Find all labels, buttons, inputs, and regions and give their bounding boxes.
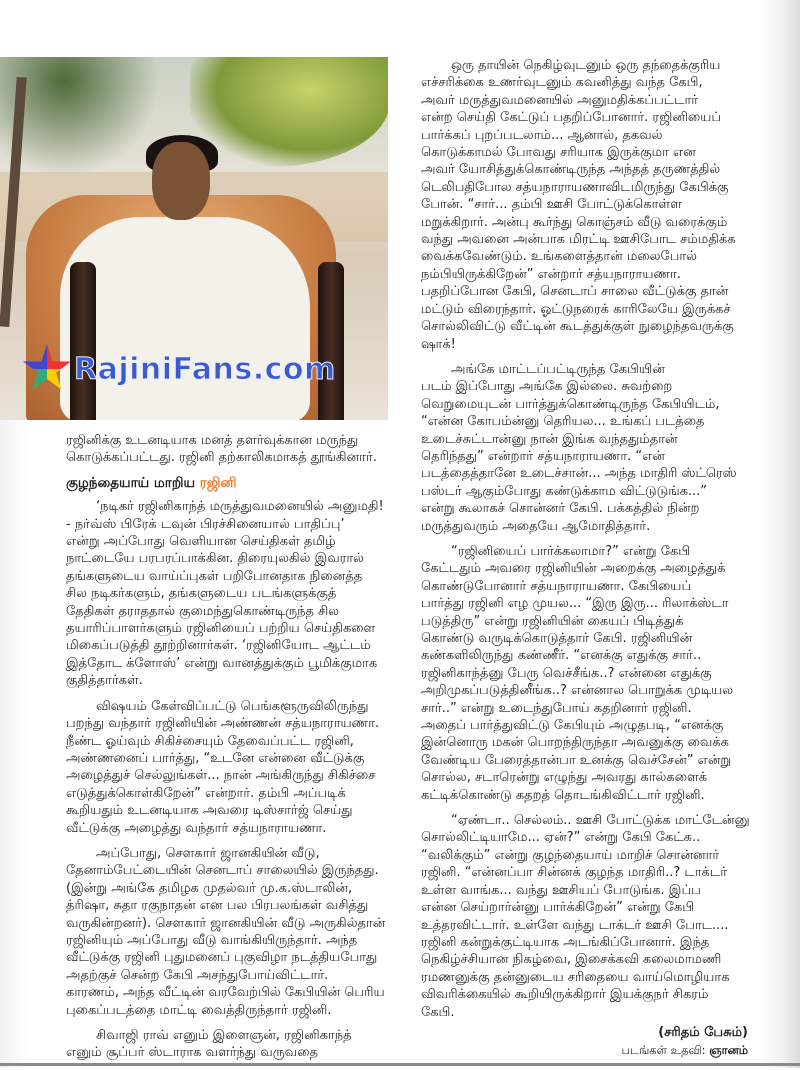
text-line: - நர்வ்ஸ் பிரேக் டவுன் பிரச்சினையால் பாதிப்பு’ <box>66 516 345 532</box>
text-line: போன். “சார்... தம்பி ஊசி போட்டுக்கொள்ள <box>421 197 682 213</box>
text-line: அங்கே மாட்டப்பட்டிருந்த கேபியின் <box>451 361 665 377</box>
text-line: எடுத்துக்கொள்கிறேன்” என்றார். தம்பி அப்படிக் <box>66 785 346 801</box>
text-line: எனும் சூப்பர் ஸ்டாராக வளர்ந்து வருவதை <box>66 1045 319 1061</box>
article-photo <box>0 57 388 420</box>
text-line: புகைப்படத்தை மாட்டி வைத்திருந்தார் ரஜினி. <box>66 1002 332 1018</box>
text-line: ‘நடிகர் ரஜினிகாந்த் மருத்துவமனையில் அனுமதி! <box>96 499 384 515</box>
photo-face <box>152 142 210 220</box>
paragraph <box>421 543 781 804</box>
text-line: தேதிகள் தராததால் குமைந்துகொண்டிருந்த சில <box>66 603 340 619</box>
section-heading <box>66 475 391 492</box>
text-line: சொல்ல, சடாரென்று எழுந்து அவரது கால்களைக் <box>421 770 708 786</box>
photo-credit <box>622 1043 749 1059</box>
text-line: மருத்துவரும் அதையே ஆமோதித்தார். <box>421 518 651 534</box>
text-line: தங்களுடைய வாய்ப்புகள் பறிபோனதாக நினைத்த <box>66 568 363 584</box>
watermark-logo <box>22 344 336 394</box>
text-line: படத்தைத்தானே உடைச்சான்... அந்த மாதிரி ஸ்ட்ரெஸ் <box>421 466 737 482</box>
text-line: அவர் யோசித்துக்கொண்டிருந்த அந்தத் தருணத்தில் <box>421 162 721 178</box>
text-line: ஒரு தாயின் நெகிழ்வுடனும் ஒரு தந்தைக்குரிய <box>451 58 721 73</box>
paragraph <box>66 845 391 1019</box>
photo-chair-post <box>70 262 96 420</box>
text-line: ஷாக்! <box>421 336 456 352</box>
page-bottom-border <box>0 1063 800 1066</box>
photo-chair-post <box>318 262 344 420</box>
text-line: விவரிக்கையில் கூறியிருக்கிறார் இயக்குநர் சிகரம் <box>421 987 709 1003</box>
left-column <box>66 432 391 1070</box>
text-line: நாட்டையே பரபரப்பாக்கின. திரையுலகில் இவரால் <box>66 551 364 567</box>
photo-palm <box>190 57 388 167</box>
text-line: பதறிப்போன கேபி, செனடாப் சாலை வீட்டுக்கு தான் <box>421 284 729 300</box>
text-line: கண்களிலிருந்து கண்ணீர். “எனக்கு எதுக்கு சார்.. <box>421 648 702 664</box>
text-line: இன்னொரு மகன் பொறந்திருந்தா அவனுக்கு வைக்க <box>421 735 729 751</box>
text-line: எச்சரிக்கை உணர்வுடனும் கவனித்து வந்த கேபி, <box>421 75 703 91</box>
paragraph <box>66 1027 391 1062</box>
text-line: கொண்டு வருடிக்கொடுத்தார் கேபி. ரஜினியின் <box>421 631 693 646</box>
section-heading-text: குழந்தையாய் மாறிய <box>66 474 196 491</box>
text-line: வெறுமையுடன் பார்த்துக்கொண்டிருந்த கேபியிடம், <box>421 396 720 412</box>
photo-foliage <box>0 57 160 177</box>
text-line: உள்ள வாங்க... வந்து ஊசியப் போடுங்க. இப்ப <box>421 882 701 898</box>
text-line: வைக்கவேண்டும். உங்களைத்தான் மலைபோல் <box>421 249 697 265</box>
text-line: மட்டும் விரைந்தார். ஓட்டுநரைக் காரிலேயே இருக்கச் <box>421 301 731 317</box>
text-line: பறந்து வந்தார் ரஜினியின் அண்ணன் சத்யநாராயணா. <box>66 716 380 732</box>
text-line: நெகிழ்ச்சியான நிகழ்வை, இசைக்கவி கலைமாமணி <box>421 952 722 968</box>
text-line: ரஜினியும் அப்போது வீடு வாங்கியிருந்தார். அந்த <box>66 932 358 948</box>
text-line: அதற்குச் சென்ற கேபி அசந்துபோய்விட்டார். <box>66 967 329 983</box>
text-line: தெரிந்தது” என்றார் சத்யநாராயணா. “என் <box>421 448 665 464</box>
star-logo-icon <box>22 344 72 394</box>
text-line: வீட்டுக்கு அழைத்து வந்தார் சத்யநாராயணா. <box>66 820 327 836</box>
text-line: தயாரிப்பாளர்களும் ரஜினியைப் பற்றிய செய்திகளை <box>66 621 376 637</box>
text-line: அப்போது, சௌகார் ஜானகியின் வீடு, <box>96 845 320 861</box>
text-line: ரஜினிக்கு உடனடியாக மனத் தளர்வுக்கான மருந்து <box>66 433 359 448</box>
text-line: பார்த்து ரஜினி எழ முயல... “இரு இரு... ரிலாக்ஸ்டா <box>421 596 729 612</box>
right-column <box>421 57 781 1029</box>
text-line: டெலிபதிபோல சத்யநாராயணாவிடமிருந்து கேபிக்கு <box>421 179 729 195</box>
text-line: சில நடிகர்களும், தங்களுடைய படங்களுக்குத் <box>66 586 337 602</box>
text-line: “என்ன கோபம்ன்னு தெரியல... உங்கப் படத்தை <box>421 414 705 430</box>
text-line: கொடுக்கப்பட்டது. ரஜினி தற்காலிகமாகத் தூங்கினார். <box>66 450 377 466</box>
text-line: வருகின்றனர்). சௌகார் ஜானகியின் வீடு அருகில்தான் <box>66 915 386 931</box>
text-line: பஸ்டர் ஆகும்போது கண்டுக்காம விட்டுடுங்க...” <box>421 483 708 499</box>
text-line: அண்ணனைப் பார்த்து, “உடனே என்னை வீட்டுக்கு <box>66 750 365 766</box>
series-label: (சரிதம் பேசும்) <box>658 1025 748 1040</box>
text-line: தேனாம்பேட்டையின் செனடாப் சாலையில் இருந்தது. <box>66 863 379 879</box>
text-line: கேபி. <box>421 1004 455 1020</box>
text-line: வந்து அவனை அன்பாக மிரட்டி ஊசிபோட சம்மதிக்க <box>421 232 736 248</box>
text-line: உடைச்சுட்டான்னு நான் இங்க வந்ததும்தான் <box>421 431 678 447</box>
text-line: சார்..” என்று உடைந்துபோய் கதறினார் ரஜினி. <box>421 700 692 716</box>
text-line: என்று அப்போது வெளியான செய்திகள் தமிழ் <box>66 534 336 550</box>
text-line: காரணம், அந்த வீட்டின் வரவேற்பில் கேபியின் பெரிய <box>66 985 385 1001</box>
text-line: படம் இப்போது அங்கே இல்லை. சுவற்றை <box>421 379 673 395</box>
text-line: என்ற செய்தி கேட்டுப் பதறிப்போனார். ரஜினியைப் <box>421 110 722 126</box>
text-line: “ரஜினியைப் பார்க்கலாமா?” என்று கேபி <box>451 543 691 559</box>
text-line: மறுக்கிறார். அன்பு கூர்ந்து கொஞ்சம் வீடு வரைக்கும் <box>421 214 728 230</box>
text-line: கொடுக்காமல் போவது சரியாக இருக்குமா என <box>421 145 696 161</box>
paragraph <box>66 698 391 837</box>
text-line: ரஜினி கன்றுக்குட்டியாக அடங்கிப்போனார். இந்த <box>421 934 710 950</box>
paragraph <box>421 57 781 353</box>
text-line: பார்க்கப் புறப்படலாம்... ஆனால், தகவல் <box>421 127 663 143</box>
photo-credit-name: ஞானம் <box>709 1043 748 1057</box>
photo-caption <box>66 432 391 467</box>
text-line: ரஜினிகாந்த்னு பேரு வெச்சீங்க..? என்னை எதுக்கு <box>421 665 712 681</box>
text-line: ரஜினி. “என்னப்பா சின்னக் குழந்த மாதிரி..? டாக்டர் <box>421 865 727 881</box>
text-line: அதைப் பார்த்துவிட்டு கேபியும் அழுதபடி, “எனக்கு <box>421 718 724 734</box>
text-line: விஷயம் கேள்விப்பட்டு பெங்களூருவிலிருந்து <box>96 698 369 714</box>
text-line: இத்தோட க்ளோஸ்’ என்று வானத்துக்கும் பூமிக்குமாக <box>66 655 378 671</box>
text-line: மிகைப்படுத்தி தூற்றினார்கள். ‘ரஜினியோட ஆட்டம் <box>66 638 371 654</box>
text-line: (இன்று அங்கே தமிழக முதல்வர் மு.க.ஸ்டாலின், <box>66 880 353 896</box>
left-body <box>66 498 391 1062</box>
right-body <box>421 57 781 1021</box>
text-line: நீண்ட ஓய்வும் சிகிச்சையும் தேவைப்பட்ட ரஜினி, <box>66 733 354 749</box>
text-line: கேட்டதும் அவரை ரஜினியின் அறைக்கு அழைத்துக் <box>421 561 726 577</box>
text-line: அவர் மருத்துவமனையில் அனுமதிக்கப்பட்டார் <box>421 92 699 108</box>
paragraph <box>66 498 391 689</box>
text-line: என்று கூலாகச் சொன்னர் கேபி. பக்கத்தில் நின்ற <box>421 501 700 517</box>
text-line: படுத்திரு” என்று ரஜினியின் கையப் பிடித்துக் <box>421 613 684 629</box>
photo-credit-label: படங்கள் உதவி: <box>621 1043 706 1057</box>
text-line: சொல்லிட்டியாமே... ஏன்?” என்று கேபி கேட்க.. <box>421 830 701 846</box>
text-line: சிவாஜி ராவ் எனும் இளைஞன், ரஜினிகாந்த் <box>96 1028 352 1043</box>
text-line: த்ரிஷா, சுதா ரகுநாதன் என பல பிரபலங்கள் வசித்து <box>66 898 369 914</box>
text-line: என்ன செய்றார்ன்னு பார்க்கிறேன்” என்று கேபி <box>421 900 695 916</box>
paragraph <box>421 361 781 535</box>
page-shadow-left <box>0 420 30 1068</box>
text-line: சொல்லிவிட்டு வீட்டின் கூடத்துக்குள் நுழைந்தவருக்கு <box>421 319 734 335</box>
text-line: கொண்டுபோனார் சத்யநாராயணா. கேபியைப் <box>421 578 692 594</box>
text-line: வேண்டிய பேரைத்தான்பா உனக்கு வெச்சேன்” என்று <box>421 752 732 768</box>
watermark-text: RajiniFans.com <box>74 351 336 387</box>
text-line: “ஏண்டா.. செல்லம்.. ஊசி போட்டுக்க மாட்டேன்னு <box>451 813 750 829</box>
text-line: அழைத்துச் செல்லுங்கள்... நான் அங்கிருந்து சிகிச்சை <box>66 768 376 784</box>
text-line: நம்பியிருக்கிறேன்” என்றார் சத்யநாராயணா. <box>421 266 681 282</box>
text-line: கட்டிக்கொண்டு கதறத் தொடங்கிவிட்டார் ரஜினி. <box>421 787 705 803</box>
text-line: வீட்டுக்கு ரஜினி புதுமனைப் புகுவிழா நடத்தியபோது <box>66 950 378 966</box>
text-line: கூறியதும் உடனடியாக அவரை டிஸ்சார்ஜ் செய்து <box>66 803 353 819</box>
section-heading-accent: ரஜினி <box>199 474 237 491</box>
text-line: “வலிக்கும்” என்று குழந்தையாய் மாறிச் சொன்னார் <box>421 847 720 863</box>
text-line: குதித்தார்கள். <box>66 673 143 689</box>
text-line: உத்தரவிட்டார். உள்ளே வந்து டாக்டர் ஊசி போட.... <box>421 917 729 933</box>
text-line: ரமணனுக்கு தன்னுடைய சரிதையை வாய்மொழியாக <box>421 969 730 985</box>
text-line: அறிமுகப்படுத்தினீங்க..? என்னால பொறுக்க முடியல <box>421 683 734 699</box>
paragraph <box>421 812 781 1021</box>
